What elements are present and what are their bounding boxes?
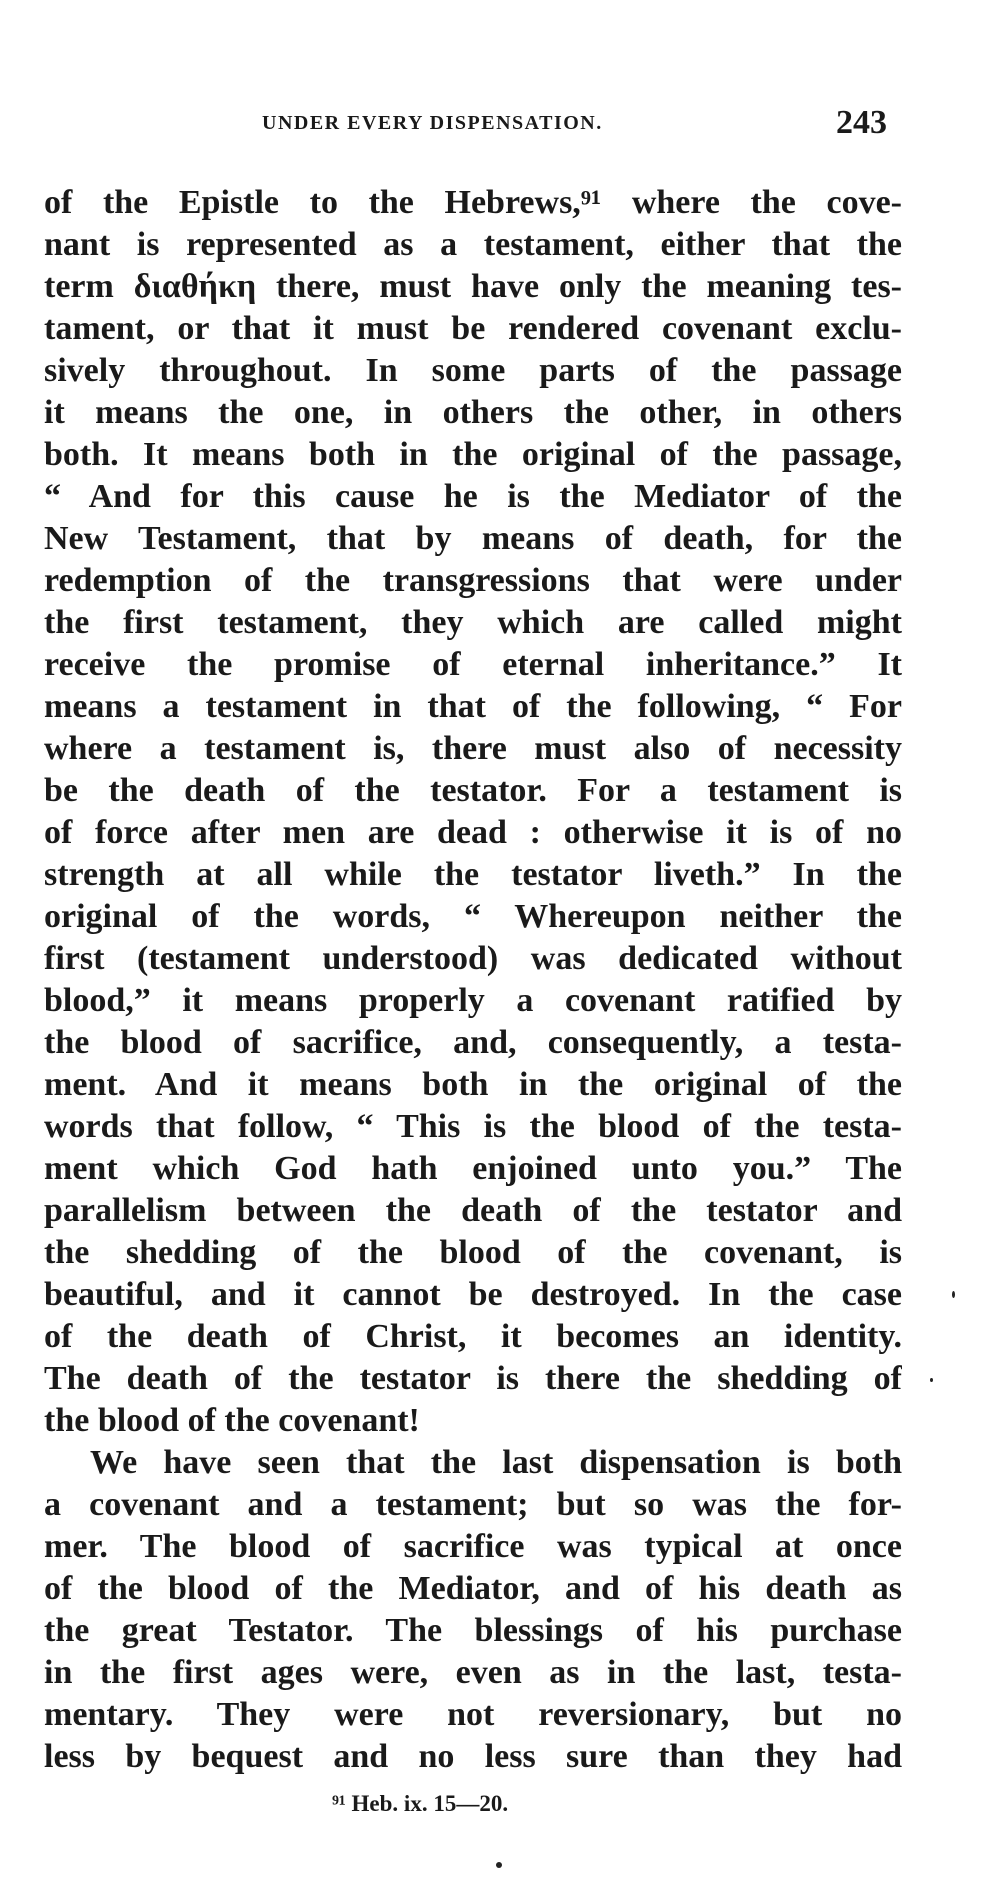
print-speck (496, 1862, 502, 1868)
text-line: parallelism between the death of the testator and (44, 1192, 902, 1229)
text-line: of the death of Christ, it becomes an identity. (44, 1318, 902, 1355)
text-line: beautiful, and it cannot be destroyed. In the case (44, 1276, 902, 1313)
body-text (44, 182, 902, 1778)
print-speck (952, 1291, 955, 1298)
text-line: first (testament understood) was dedicated without (44, 940, 902, 977)
page-number: 243 (836, 104, 887, 141)
text-line: blood,” it means properly a covenant ratified by (44, 982, 902, 1019)
text-line: the first testament, they which are called might (44, 604, 902, 641)
text-line: be the death of the testator. For a testament is (44, 772, 902, 809)
text-line: term διαθήκη there, must have only the meaning tes- (44, 268, 902, 305)
text-line: The death of the testator is there the shedding of (44, 1360, 902, 1397)
text-line: the blood of sacrifice, and, consequently, a testa- (44, 1024, 902, 1061)
text-line: We have seen that the last dispensation is both (90, 1444, 902, 1481)
text-line: sively throughout. In some parts of the passage (44, 352, 902, 389)
text-line: mentary. They were not reversionary, but no (44, 1696, 902, 1733)
text-line: of the blood of the Mediator, and of his death as (44, 1570, 902, 1607)
text-line: original of the words, “ Whereupon neither the (44, 898, 902, 935)
text-line: less by bequest and no less sure than they had (44, 1738, 902, 1775)
text-line: where a testament is, there must also of necessity (44, 730, 902, 767)
text-line: nant is represented as a testament, either that the (44, 226, 902, 263)
text-line: the blood of the covenant! (44, 1402, 420, 1439)
running-head: UNDER EVERY DISPENSATION. (262, 112, 603, 134)
text-line: mer. The blood of sacrifice was typical at once (44, 1528, 902, 1565)
text-line: redemption of the transgressions that were under (44, 562, 902, 599)
text-line: both. It means both in the original of the passage, (44, 436, 902, 473)
text-line: of force after men are dead : otherwise it is of no (44, 814, 902, 851)
text-line: a covenant and a testament; but so was the for- (44, 1486, 902, 1523)
text-line: tament, or that it must be rendered covenant exclu- (44, 310, 902, 347)
text-line: of the Epistle to the Hebrews,⁹¹ where the cove- (44, 184, 902, 221)
text-line: it means the one, in others the other, in others (44, 394, 902, 431)
footnote: ⁹¹ Heb. ix. 15—20. (332, 1791, 509, 1816)
text-line: the great Testator. The blessings of his purchase (44, 1612, 902, 1649)
text-line: New Testament, that by means of death, for the (44, 520, 902, 557)
print-speck (930, 1378, 933, 1382)
text-line: words that follow, “ This is the blood of the testa- (44, 1108, 902, 1145)
text-line: “ And for this cause he is the Mediator of the (44, 478, 902, 515)
text-line: receive the promise of eternal inheritance.” It (44, 646, 902, 683)
text-line: the shedding of the blood of the covenant, is (44, 1234, 902, 1271)
text-line: ment which God hath enjoined unto you.” The (44, 1150, 902, 1187)
text-line: strength at all while the testator liveth.” In the (44, 856, 902, 893)
text-line: in the first ages were, even as in the last, testa- (44, 1654, 902, 1691)
text-line: means a testament in that of the following, “ For (44, 688, 902, 725)
text-line: ment. And it means both in the original of the (44, 1066, 902, 1103)
